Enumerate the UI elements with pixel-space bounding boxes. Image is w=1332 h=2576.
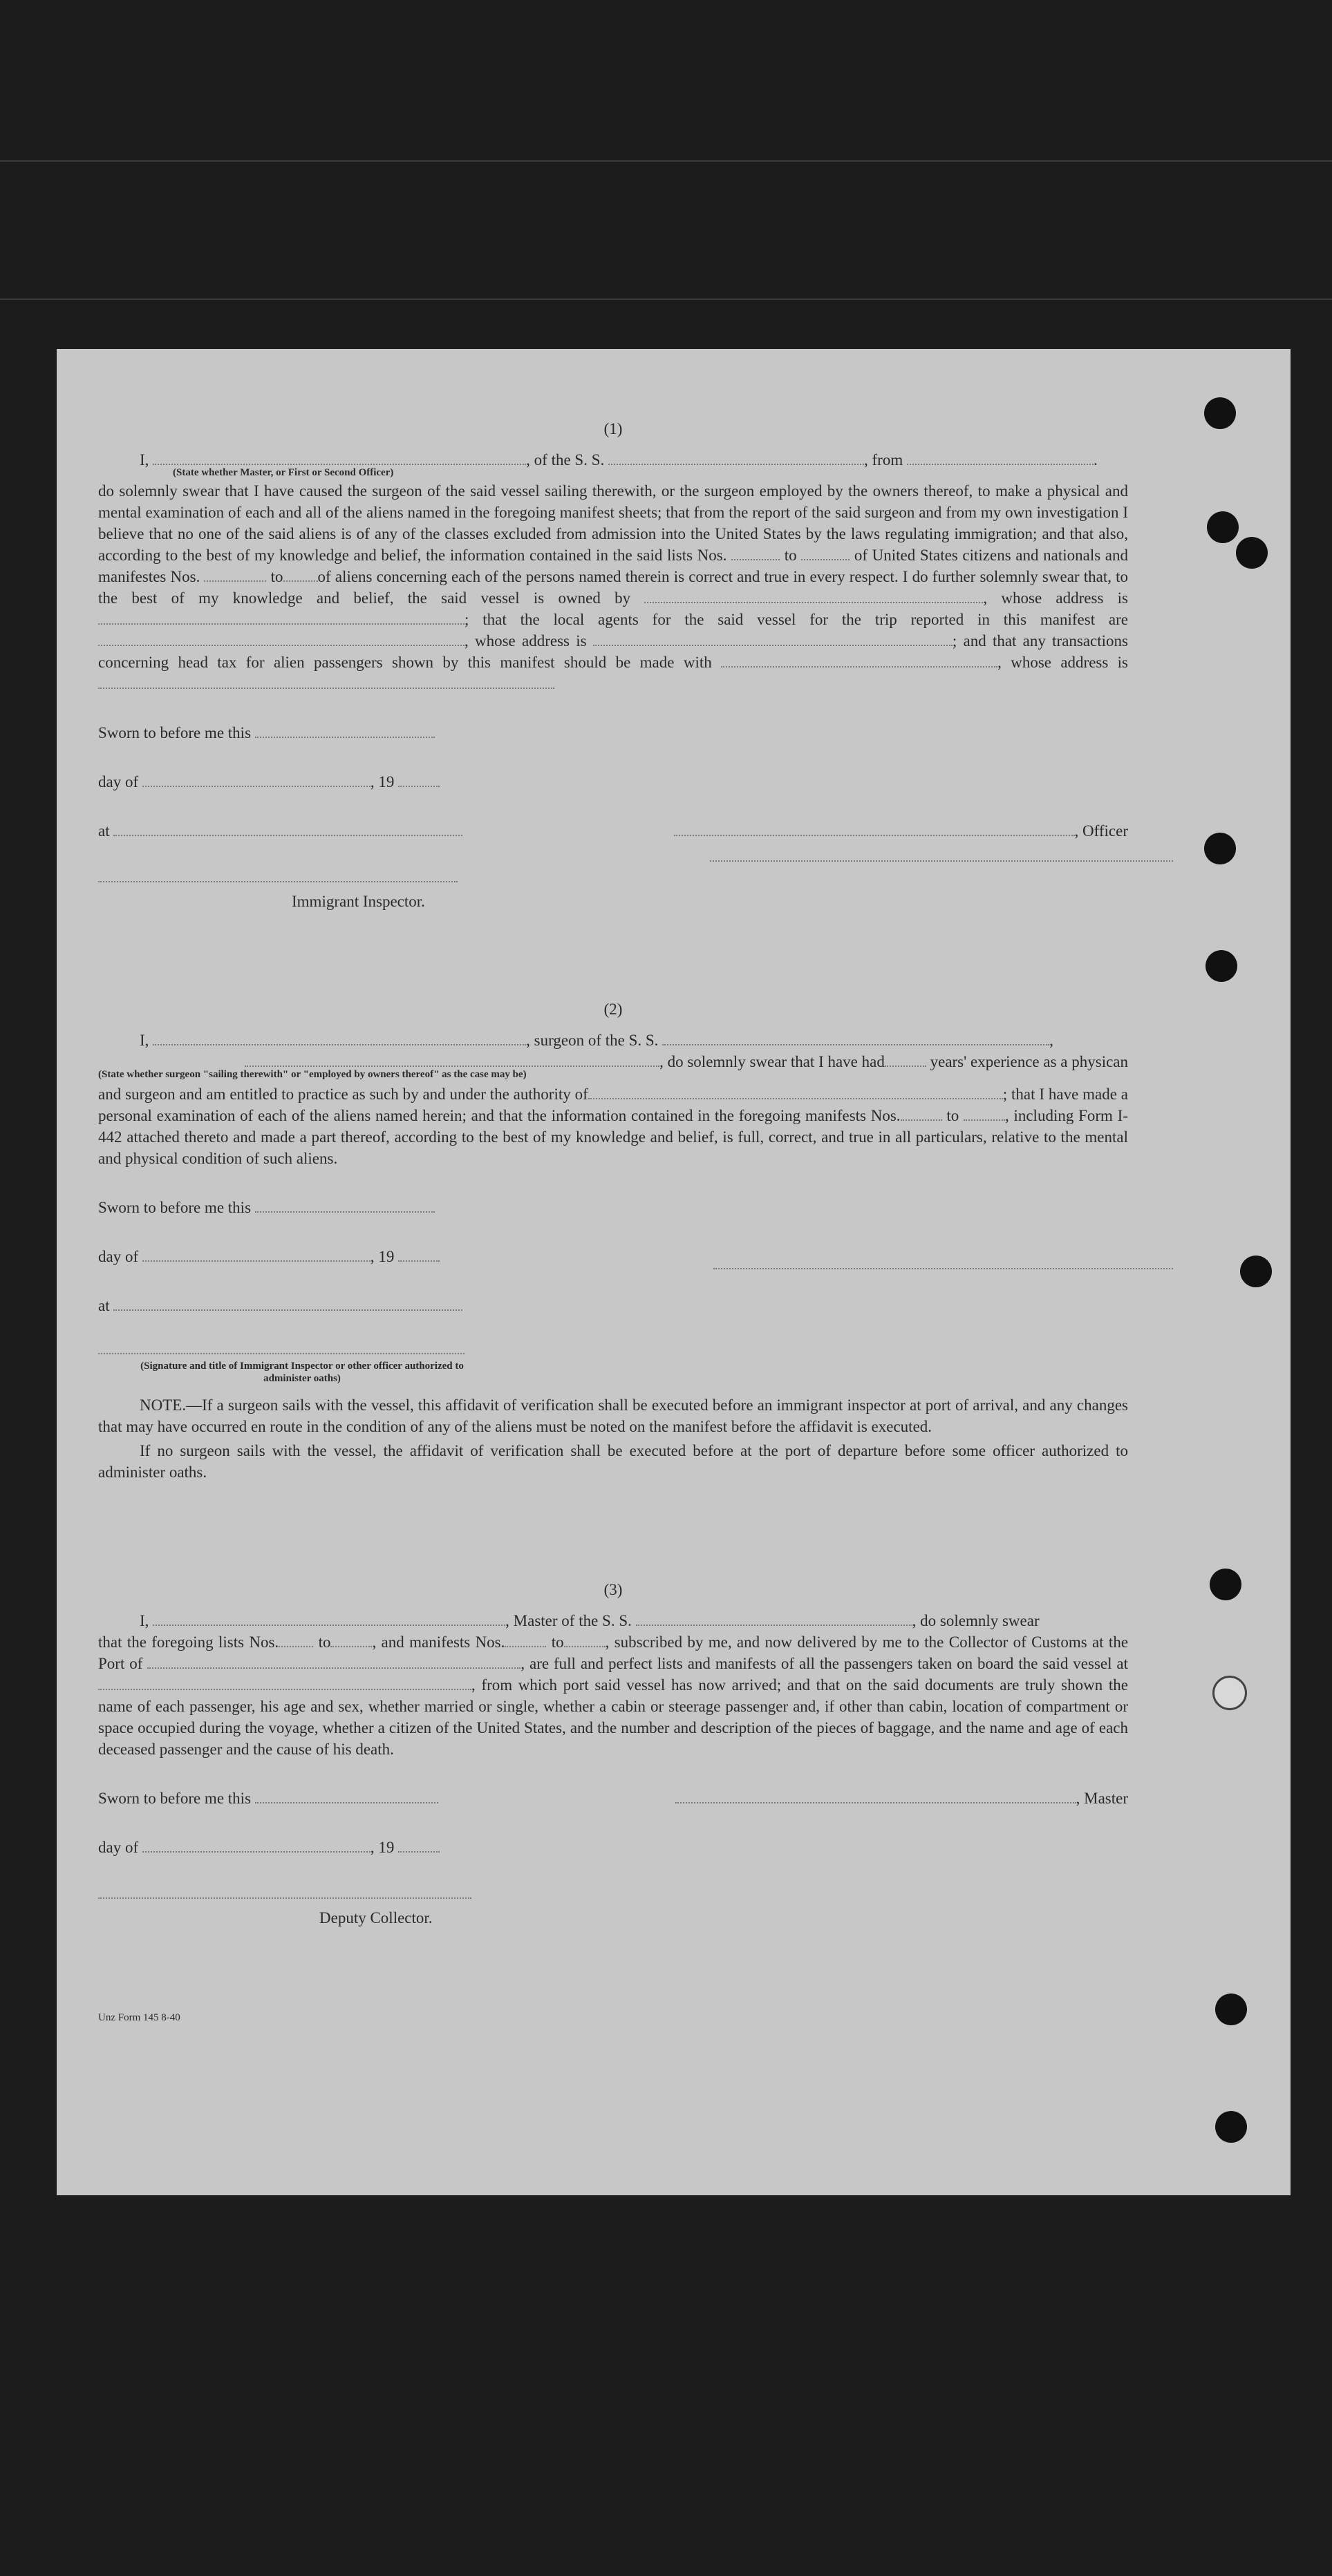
punch-hole (1210, 1569, 1241, 1600)
blank-address (593, 634, 953, 646)
text: I, (140, 1032, 149, 1049)
blank (279, 1635, 313, 1647)
blank (398, 1840, 440, 1853)
text: I, (140, 1612, 149, 1629)
blank (564, 1635, 606, 1647)
sig-blank (98, 1338, 1128, 1360)
text: , surgeon of the S. S. (526, 1032, 659, 1049)
text: to (784, 547, 797, 564)
blank (204, 569, 266, 582)
blank (142, 1249, 370, 1262)
text: ; (1002, 1086, 1008, 1103)
blank-port (98, 1678, 471, 1690)
text: , of the S. S. (526, 451, 605, 468)
text: , and manifests Nos. (372, 1633, 505, 1651)
text: Sworn to before me this (98, 1199, 252, 1216)
blank-name (153, 453, 526, 465)
manifest-back-page (57, 349, 1291, 2195)
text: that the foregoing lists Nos. (98, 1633, 279, 1651)
punch-hole (1236, 537, 1268, 569)
blank-vessel (662, 1033, 1049, 1045)
day-line (98, 1837, 1128, 1858)
text: and surgeon and am entitled to practice as such by and under the authority of (98, 1086, 588, 1103)
blank (901, 1108, 942, 1121)
text: of aliens concerning each of the persons named therein is correct and true in every respect. I do further solemnly swear that, to the best of my knowledge and belief, the said vessel is owned by (98, 568, 1128, 607)
blank-address (98, 676, 554, 689)
punch-hole (1240, 1256, 1272, 1287)
text: ; that the local agents for the said vessel for the trip reported in this manifest are (465, 611, 1128, 628)
blank (98, 1342, 465, 1354)
text: at (98, 822, 110, 840)
text: to (270, 568, 283, 585)
blank (731, 548, 780, 560)
text: , Master of the S. S. (505, 1612, 632, 1629)
punch-hole (1207, 511, 1239, 543)
punch-hole (1206, 950, 1237, 982)
text: , subscribed by me, and now delivered by me to the Collector of Customs at the Port of (98, 1633, 1129, 1672)
affidavit-surgeon (98, 998, 1128, 1483)
text: that I have made a personal examination of each of the aliens named herein; and that the information contained in the foregoing manifests Nos. (98, 1086, 1129, 1124)
blank (964, 1108, 1005, 1121)
scan-artifact-line (0, 160, 1332, 162)
oath-line (98, 1610, 1128, 1631)
blank-years (885, 1054, 926, 1067)
blank (505, 1635, 546, 1647)
day-line (98, 1246, 1128, 1267)
text: whose address is (1011, 654, 1129, 671)
sworn-line (98, 1197, 1128, 1218)
scan-artifact-line (0, 299, 1332, 300)
inspector-sig-note: (Signature and title of Immigrant Inspector or other officer authorized to administer oaths) (140, 1361, 464, 1384)
text: , (1049, 1032, 1053, 1049)
affidavit-master-customs (98, 1579, 1128, 1929)
text: , whose address is (465, 632, 587, 650)
blank (142, 1840, 370, 1853)
blank-name (153, 1033, 526, 1045)
text: , do solemnly swear that I have had (659, 1053, 885, 1070)
signature-line (710, 860, 1173, 862)
blank-agents (98, 634, 465, 646)
blank-officer (674, 824, 1075, 836)
text: , Officer (1074, 822, 1128, 840)
text: . (1093, 451, 1098, 468)
oath-line (98, 1030, 1128, 1051)
text: , 19 (370, 773, 395, 790)
deputy-label: Deputy Collector. (319, 1909, 433, 1926)
blank (255, 726, 435, 738)
oath-body (98, 1631, 1128, 1760)
blank-authority (588, 1087, 1003, 1099)
form-number: Unz Form 145 8-40 (98, 2012, 180, 2023)
punch-hole (1204, 397, 1236, 429)
text: to (318, 1633, 331, 1651)
inspector-line (98, 866, 1128, 888)
affidavit-master (98, 418, 1128, 912)
blank (142, 775, 370, 787)
at-officer-line (98, 820, 1128, 842)
inspector-label: Immigrant Inspector. (292, 893, 425, 910)
surgeon-note: (State whether surgeon "sailing therewith" or "employed by owners thereof" as the case may be) (98, 1069, 527, 1080)
punch-hole (1204, 833, 1236, 864)
text: , from which port said vessel has now arrived; and that on the said documents are truly shown the name of each passenger, his age and sex, whether married or single, whether a cabin or steerage passenger and, if other than cabin, location of compartment or space occupied during the voyage, whether a citizen of the United States, and the number and description of the pieces of baggage, and the name and age of each deceased passenger and the cause of his death. (98, 1676, 1128, 1758)
oath-body (98, 1083, 1128, 1169)
text: day of (98, 1248, 139, 1265)
sworn-line (98, 722, 1128, 744)
text: do solemnly swear that I have caused the surgeon of the said vessel sailing therewith, or the surgeon employed by the owners thereof, to make a physical and mental examination of each and all of the aliens named in the foregoing manifest sheets; that from the report of the said surgeon and from my own investigation I believe that no one of the said aliens is of any of the classes excluded from admission into the United States by the laws regulating immigration; and that also, according to the best of my knowledge and belief, the information contained in the said lists Nos. (98, 482, 1128, 564)
blank-from (907, 453, 1094, 465)
text: , do solemnly swear (912, 1612, 1040, 1629)
text: at (98, 1297, 110, 1314)
blank (113, 1298, 462, 1311)
signature-line (713, 1268, 1173, 1269)
text: , Master (1076, 1790, 1128, 1807)
day-line (98, 771, 1128, 793)
text: , are full and perfect lists and manifests of all the passengers taken on board the said vessel at (520, 1655, 1129, 1672)
note-paragraph: NOTE.—If a surgeon sails with the vessel, this affidavit of verification shall be executed before an immigrant inspector at port of arrival, and any changes that may have occurred en route in the condition of any of the aliens must be noted on the manifest before the affidavit is executed. (98, 1396, 1128, 1435)
oath-body: do solemnly swear that I have caused the surgeon of the said vessel sailing therewith, or the surgeon employed by the owners thereof, to make a physical and mental examination of each and all of the aliens named in the foregoing manifest sheets; that from the report of the said surgeon and from my own investigation I believe that no one of the said aliens is of any of the classes excluded from admission into the United States by the laws regulating immigration; and that also, according to the best of my knowledge and belief, the information contained in the said lists Nos. to of United States citizens and nationals and manifestes Nos. to of aliens concerning each of the persons named therein is correct and true in every respect. I do further solemnly swear that, to the best of my knowledge and belief, the said vessel is owned by , whose address is ; that the local agents for the said vessel for the trip reported in this manifest are , whose address is ; and that any transactions concerning head tax for alien passengers shown by this manifest should be made with , whose address is (98, 480, 1128, 694)
blank (801, 548, 850, 560)
deputy-line (98, 1883, 1128, 1904)
note-paragraph: If no surgeon sails with the vessel, the affidavit of verification shall be executed before at the port of departure before some officer authorized to administer oaths. (98, 1442, 1128, 1481)
text: years' experience as a physican (930, 1053, 1128, 1070)
blank-headtax (721, 655, 997, 667)
text: to (946, 1107, 959, 1124)
text: of United States citizens and nationals and manifestes Nos. (98, 547, 1128, 585)
blank-port (147, 1656, 520, 1669)
section-number: (1) (603, 420, 623, 437)
title-note: (State whether Master, or First or Second Officer) (173, 467, 394, 478)
text: ; and that any transactions concerning head tax for alien passengers shown by this manifest should be made with (98, 632, 1128, 671)
text: , 19 (370, 1248, 395, 1265)
blank (255, 1200, 435, 1213)
section-number: (3) (603, 1581, 623, 1598)
blank (98, 870, 458, 882)
punch-hole (1215, 1993, 1247, 2025)
section-number: (2) (603, 1001, 623, 1018)
at-line (98, 1295, 1128, 1316)
text: I, (140, 451, 149, 468)
text: , including Form I-442 attached thereto and made a part thereof, according to the best of my knowledge and belief, is full, correct, and true in all particulars, relative to the mental and physical condition of such aliens. (98, 1107, 1128, 1167)
blank (98, 1886, 471, 1899)
blank-master (675, 1791, 1076, 1803)
blank-address (98, 612, 465, 625)
blank (330, 1635, 372, 1647)
text: day of (98, 773, 139, 790)
blank (113, 824, 462, 836)
blank-owner (644, 591, 983, 603)
punch-hole (1215, 2111, 1247, 2143)
blank-vessel (608, 453, 864, 465)
blank (398, 1249, 440, 1262)
text: , 19 (370, 1839, 395, 1856)
blank-name (153, 1613, 505, 1626)
text: , from (864, 451, 903, 468)
text: , whose address is (983, 589, 1129, 607)
blank-vessel (636, 1613, 912, 1626)
text: day of (98, 1839, 139, 1856)
blank (255, 1791, 438, 1803)
sworn-master-line (98, 1788, 1128, 1809)
text: Sworn to before me this (98, 724, 252, 741)
blank (283, 569, 318, 582)
text: Sworn to before me this (98, 1790, 252, 1807)
torn-punch-hole (1212, 1676, 1247, 1710)
text: to (551, 1633, 564, 1651)
blank (245, 1054, 659, 1067)
blank (398, 775, 440, 787)
